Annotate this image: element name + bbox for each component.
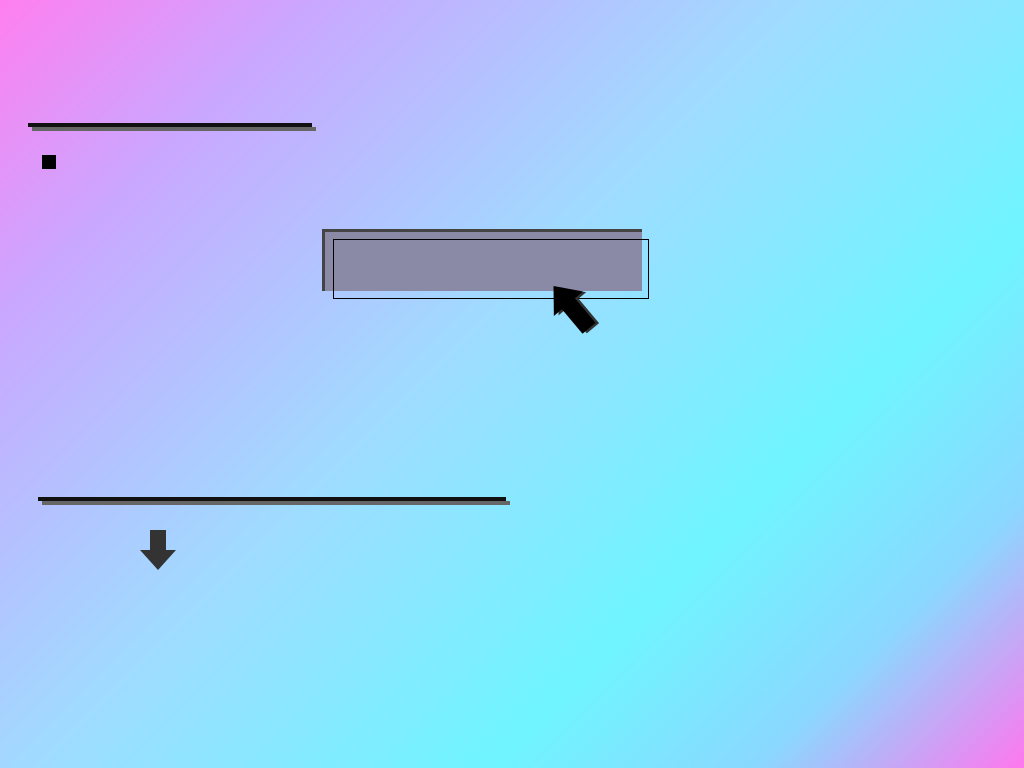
bullet-square-icon (42, 155, 56, 169)
arrow-up-icon (542, 278, 602, 338)
arrow-down-left-icon (133, 525, 183, 575)
solutions-heading-underline (38, 497, 506, 501)
problem-heading-underline (28, 123, 312, 127)
